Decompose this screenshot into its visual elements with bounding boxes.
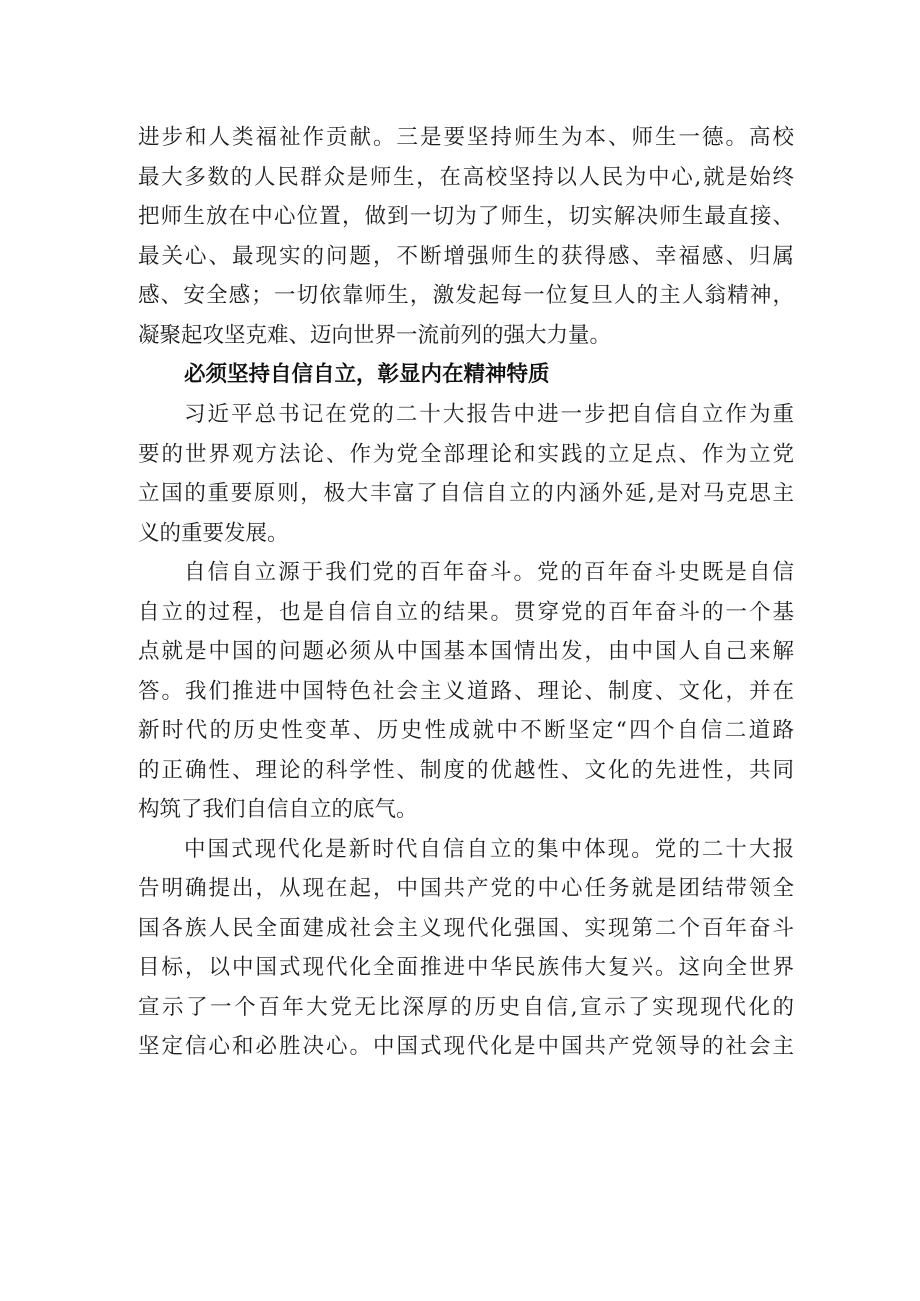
document-body [138,118,794,1067]
text-line: 中国式现代化是新时代自信自立的集中体现。党的二十大报 [184,836,794,862]
text-line: 最大多数的人民群众是师生，在高校坚持以人民为中心,就是始终 [138,164,794,190]
text-line: 宣示了一个百年大党无比深厚的历史自信,宣示了实现现代化的 [138,994,794,1020]
text-line: 点就是中国的问题必须从中国基本国情出发，由中国人自己来解 [138,639,794,664]
section-heading: 必须坚持自信自立，彰显内在精神特质 [184,362,550,387]
text-line: 自信自立源于我们党的百年奋斗。党的百年奋斗史既是自信 [184,560,794,585]
text-line: 目标，以中国式现代化全面推进中华民族伟大复兴。这向全世界 [138,955,794,980]
text-line: 感、安全感；一切依靠师生，激发起每一位复旦人的主人翁精神， [138,283,794,308]
text-line: 告明确提出，从现在起，中国共产党的中心任务就是团结带领全 [138,876,794,901]
text-line: 把师生放在中心位置，做到一切为了师生，切实解决师生最直接、 [138,204,794,229]
text-line: 义的重要发展。 [138,520,289,546]
text-line: 的正确性、理论的科学性、制度的优越性、文化的先进性，共同 [138,757,794,783]
paragraph-intro [138,118,794,355]
text-line: 最关心、最现实的问题，不断增强师生的获得感、幸福感、归属 [138,243,794,269]
text-line: 习近平总书记在党的二十大报告中进一步把自信自立作为重 [184,402,794,427]
text-line: 立国的重要原则，极大丰富了自信自立的内涵外延,是对马克思主 [138,481,794,506]
text-line: 国各族人民全面建成社会主义现代化强国、实现第二个百年奋斗 [138,915,794,941]
text-line: 答。我们推进中国特色社会主义道路、理论、制度、文化，并在 [138,678,794,704]
text-line: 自立的过程，也是自信自立的结果。贯穿党的百年奋斗的一个基 [138,599,794,625]
text-line: 新时代的历史性变革、历史性成就中不断坚定“四个自信二道路 [138,718,794,743]
text-line: 构筑了我们自信自立的底气。 [138,797,418,822]
paragraph-2 [138,553,794,830]
text-line: 进步和人类福祉作贡献。三是要坚持师生为本、师生一德。高校 [138,125,794,150]
paragraph-3 [138,830,794,1067]
paragraph-1 [138,395,794,553]
text-line: 要的世界观方法论、作为党全部理论和实践的立足点、作为立党 [138,441,794,467]
text-line: 凝聚起攻坚克难、迈向世界一流前列的强大力量。 [138,322,612,348]
text-line: 坚定信心和必胜决心。中国式现代化是中国共产党领导的社会主 [138,1034,794,1059]
